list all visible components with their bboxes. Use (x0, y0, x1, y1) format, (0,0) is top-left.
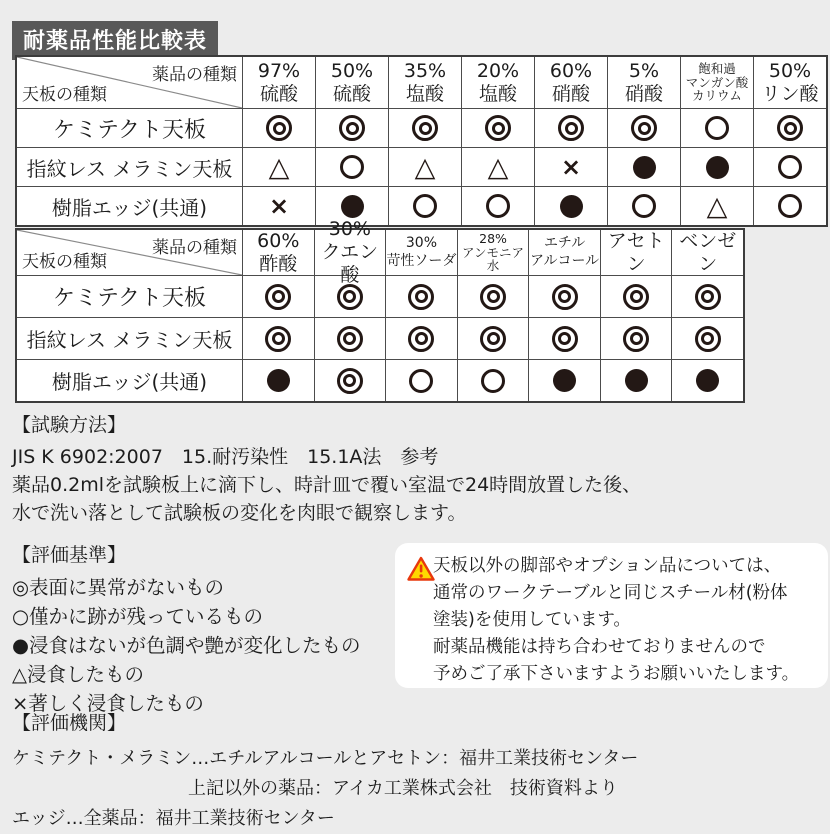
rating-symbol (408, 284, 434, 310)
rating-cell (242, 109, 315, 147)
criteria-item: ◎表面に異常がないもの (12, 576, 225, 599)
rating-symbol (266, 115, 292, 141)
rating-cell (385, 276, 457, 317)
rating-symbol (337, 326, 363, 352)
rating-symbol (339, 115, 365, 141)
column-header: 50% リン酸 (753, 57, 826, 108)
evaluation-org-line: ケミテクト・メラミン…エチルアルコールとアセトン：福井工業技術センター (12, 748, 639, 769)
rating-cell (242, 187, 315, 225)
rating-cell (671, 276, 743, 317)
criteria-section (12, 540, 361, 718)
rating-symbol (632, 194, 656, 218)
rating-symbol (706, 156, 729, 179)
rating-cell (457, 276, 529, 317)
corner-label-tabletop-type: 天板の種類 (22, 252, 107, 272)
rating-cell (680, 148, 753, 186)
rating-symbol (631, 115, 657, 141)
column-header: 飽和過 マンガン酸 カリウム (680, 57, 753, 108)
corner-cell (17, 230, 242, 275)
rating-symbol (337, 284, 363, 310)
rating-cell (242, 276, 314, 317)
rating-cell (528, 360, 600, 401)
test-method-line: JIS K 6902:2007 15.耐汚染性 15.1A法 参考 (12, 446, 439, 468)
rating-symbol: × (560, 153, 582, 181)
rating-cell (388, 109, 461, 147)
rating-cell (457, 318, 529, 359)
criteria-heading: 【評価基準】 (12, 544, 127, 566)
rating-symbol (552, 326, 578, 352)
corner-label-chemical-type: 薬品の種類 (152, 238, 237, 258)
rating-cell (315, 148, 388, 186)
row-label: 樹脂エッジ(共通) (51, 195, 208, 220)
rating-symbol (480, 284, 506, 310)
rating-cell (753, 187, 826, 225)
rating-cell (314, 276, 386, 317)
rating-symbol (265, 284, 291, 310)
rating-cell (242, 318, 314, 359)
rating-cell (680, 187, 753, 225)
rating-cell (600, 276, 672, 317)
rating-cell (534, 148, 607, 186)
rating-symbol (778, 194, 802, 218)
rating-cell (314, 318, 386, 359)
table-solvents (15, 218, 745, 403)
rating-symbol (265, 326, 291, 352)
column-header: 60% 酢酸 (242, 230, 314, 275)
criteria-item: △浸食したもの (12, 663, 144, 686)
table-acids (15, 55, 828, 227)
row-label: 指紋レス メラミン天板 (26, 328, 233, 352)
warning-line: 予めご了承下さいますようお願いいたします。 (433, 664, 800, 684)
warning-line: 天板以外の脚部やオプション品については、 (433, 556, 782, 576)
rating-cell (385, 318, 457, 359)
criteria-item: ○僅かに跡が残っているもの (12, 605, 264, 628)
evaluation-org-line: エッジ…全薬品：福井工業技術センター (12, 808, 335, 829)
rating-cell (753, 109, 826, 147)
rating-symbol (705, 116, 729, 140)
rating-symbol (558, 115, 584, 141)
rating-symbol (623, 326, 649, 352)
rating-cell (461, 109, 534, 147)
column-header: 28% アンモニア 水 (457, 230, 529, 275)
test-method-section (12, 410, 641, 527)
column-header: 97% 硫酸 (242, 57, 315, 108)
row-label: ケミテクト天板 (52, 117, 207, 143)
rating-symbol (560, 195, 583, 218)
rating-symbol (553, 369, 576, 392)
rating-symbol (409, 369, 433, 393)
rating-cell (388, 187, 461, 225)
rating-cell (314, 360, 386, 401)
warning-text (433, 553, 820, 688)
evaluation-org-section (12, 708, 638, 834)
rating-symbol (408, 326, 434, 352)
rating-symbol (486, 194, 510, 218)
evaluation-org-heading: 【評価機関】 (12, 712, 127, 734)
rating-symbol (625, 369, 648, 392)
rating-symbol (696, 369, 719, 392)
rating-symbol (412, 115, 438, 141)
column-header: 20% 塩酸 (461, 57, 534, 108)
rating-symbol (778, 155, 802, 179)
warning-line: 塗装)を使用しています。 (433, 610, 631, 630)
rating-cell (461, 187, 534, 225)
rating-symbol (340, 155, 364, 179)
rating-symbol: △ (268, 151, 290, 183)
column-header: 5% 硝酸 (607, 57, 680, 108)
warning-line: 耐薬品機能は持ち合わせておりませんので (433, 637, 766, 657)
column-header: 35% 塩酸 (388, 57, 461, 108)
rating-cell (457, 360, 529, 401)
rating-cell (242, 360, 314, 401)
rating-symbol (777, 115, 803, 141)
rating-symbol: △ (414, 151, 436, 183)
rating-cell (385, 360, 457, 401)
rating-cell (534, 187, 607, 225)
rating-symbol (552, 284, 578, 310)
rating-symbol (695, 326, 721, 352)
rating-symbol (695, 284, 721, 310)
evaluation-org-line: 上記以外の薬品：アイカ工業株式会社 技術資料より (188, 778, 618, 799)
rating-cell (607, 148, 680, 186)
column-header: エチル アルコール (528, 230, 600, 275)
rating-symbol (481, 369, 505, 393)
rating-symbol (337, 368, 363, 394)
rating-symbol: × (268, 192, 290, 220)
rating-symbol: △ (487, 151, 509, 183)
column-header: 30% クエン酸 (314, 230, 386, 275)
corner-label-tabletop-type: 天板の種類 (22, 85, 107, 105)
rating-symbol (341, 195, 364, 218)
row-label: 指紋レス メラミン天板 (26, 156, 233, 181)
rating-cell (680, 109, 753, 147)
rating-symbol (267, 369, 290, 392)
rating-symbol (633, 156, 656, 179)
test-method-heading: 【試験方法】 (12, 414, 127, 436)
criteria-item: ●浸食はないが色調や艶が変化したもの (12, 634, 361, 657)
rating-symbol (623, 284, 649, 310)
column-header: 50% 硫酸 (315, 57, 388, 108)
criteria-item: ×著しく浸食したもの (12, 692, 204, 715)
rating-cell (671, 318, 743, 359)
rating-cell (671, 360, 743, 401)
rating-cell (600, 360, 672, 401)
rating-cell (607, 109, 680, 147)
rating-cell (461, 148, 534, 186)
rating-symbol (480, 326, 506, 352)
corner-cell (17, 57, 242, 108)
rating-cell (600, 318, 672, 359)
corner-label-chemical-type: 薬品の種類 (152, 65, 237, 85)
column-header: 60% 硝酸 (534, 57, 607, 108)
rating-cell (315, 109, 388, 147)
rating-symbol (485, 115, 511, 141)
row-label: ケミテクト天板 (52, 286, 207, 311)
column-header: ベンゼン (671, 230, 743, 275)
page-title: 耐薬品性能比較表 (12, 21, 218, 60)
warning-triangle-icon (407, 556, 435, 582)
warning-line: 通常のワークテーブルと同じスチール材(粉体 (433, 583, 788, 603)
rating-symbol: △ (706, 190, 728, 222)
rating-cell (528, 318, 600, 359)
rating-cell (242, 148, 315, 186)
test-method-line: 薬品0.2mlを試験板上に滴下し、時計皿で覆い室温で24時間放置した後、 (12, 474, 642, 496)
rating-cell (528, 276, 600, 317)
rating-cell (607, 187, 680, 225)
rating-symbol (413, 194, 437, 218)
column-header: 30% 苛性ソーダ (385, 230, 457, 275)
column-header: アセトン (600, 230, 672, 275)
rating-cell (753, 148, 826, 186)
test-method-line: 水で洗い落として試験板の変化を肉眼で観察します。 (12, 502, 467, 524)
warning-box (395, 543, 828, 688)
rating-cell (534, 109, 607, 147)
rating-cell (388, 148, 461, 186)
row-label: 樹脂エッジ(共通) (51, 370, 208, 394)
